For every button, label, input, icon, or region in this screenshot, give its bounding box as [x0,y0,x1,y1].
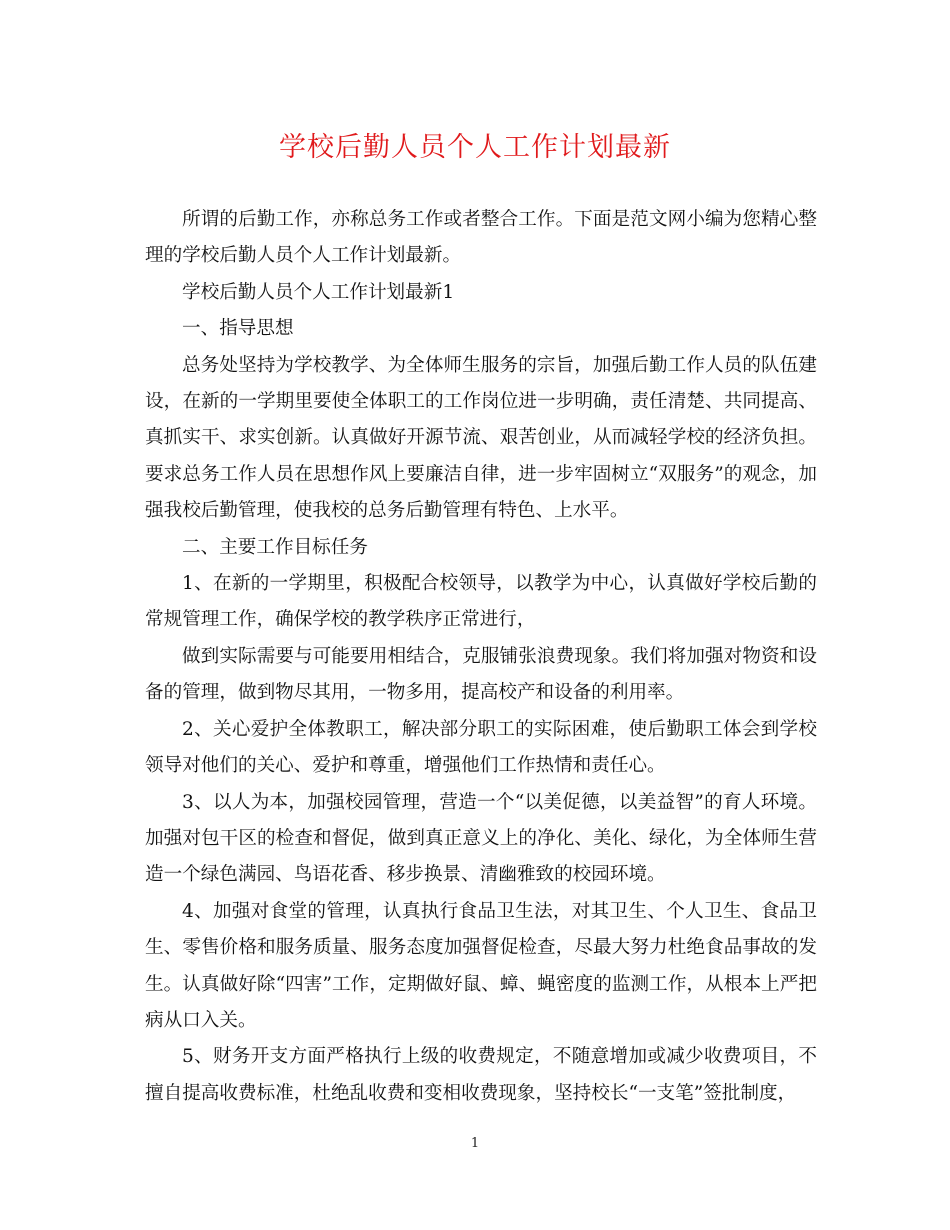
document-title: 学校后勤人员个人工作计划最新 [279,132,671,163]
paragraph-section-title: 学校后勤人员个人工作计划最新1 [182,281,455,303]
paragraph-item-5: 5、财务开支方面严格执行上级的收费规定，不随意增加或减少收费项目，不擅自提高收费标准，杜绝乱收费和变相收费现象，坚持校长“一支笔”签批制度， [145,1046,817,1104]
paragraph-item-2: 2、关心爱护全体教职工，解决部分职工的实际困难，使后勤职工体会到学校领导对他们的关心、爱护和尊重，增强他们工作热情和责任心。 [145,718,817,777]
paragraph-intro: 所谓的后勤工作，亦称总务工作或者整合工作。下面是范文网小编为您精心整理的学校后勤人员个人工作计划最新。 [145,209,817,267]
heading-main-goals: 二、主要工作目标任务 [182,536,368,558]
paragraph-item-1: 1、在新的一学期里，积极配合校领导，以教学为中心，认真做好学校后勤的常规管理工作，确保学校的教学秩序正常进行， [145,573,817,631]
paragraph-guiding-ideology: 总务处坚持为学校教学、为全体师生服务的宗旨，加强后勤工作人员的队伍建设，在新的一学期里要使全体职工的工作岗位进一步明确，责任清楚、共同提高、真抓实干、求实创新。认真做好开源节流、艰苦创业，从而减轻学校的经济负担。要求总务工作人员在思想作风上要廉洁自律，进一步牢固树立“双服务”的观念，加强我校后勤管理，使我校的总务后勤管理有特色、上水平。 [145,354,817,522]
paragraph-item-1-continued: 做到实际需要与可能要用相结合，克服铺张浪费现象。我们将加强对物资和设备的管理，做到物尽其用，一物多用，提高校产和设备的利用率。 [145,645,817,704]
page-number: 1 [470,1136,480,1151]
paragraph-item-3: 3、以人为本，加强校园管理，营造一个“以美促德，以美益智”的育人环境。加强对包干区的检查和督促，做到真正意义上的净化、美化、绿化，为全体师生营造一个绿色满园、鸟语花香、移步换景、清幽雅致的校园环境。 [145,791,817,886]
heading-guiding-ideology: 一、指导思想 [182,318,294,340]
document-body [145,202,817,1112]
paragraph-item-4: 4、加强对食堂的管理，认真执行食品卫生法，对其卫生、个人卫生、食品卫生、零售价格和服务质量、服务态度加强督促检查，尽最大努力杜绝食品事故的发生。认真做好除“四害”工作，定期做好鼠、蟑、蝇密度的监测工作，从根本上严把病从口入关。 [145,900,817,1031]
